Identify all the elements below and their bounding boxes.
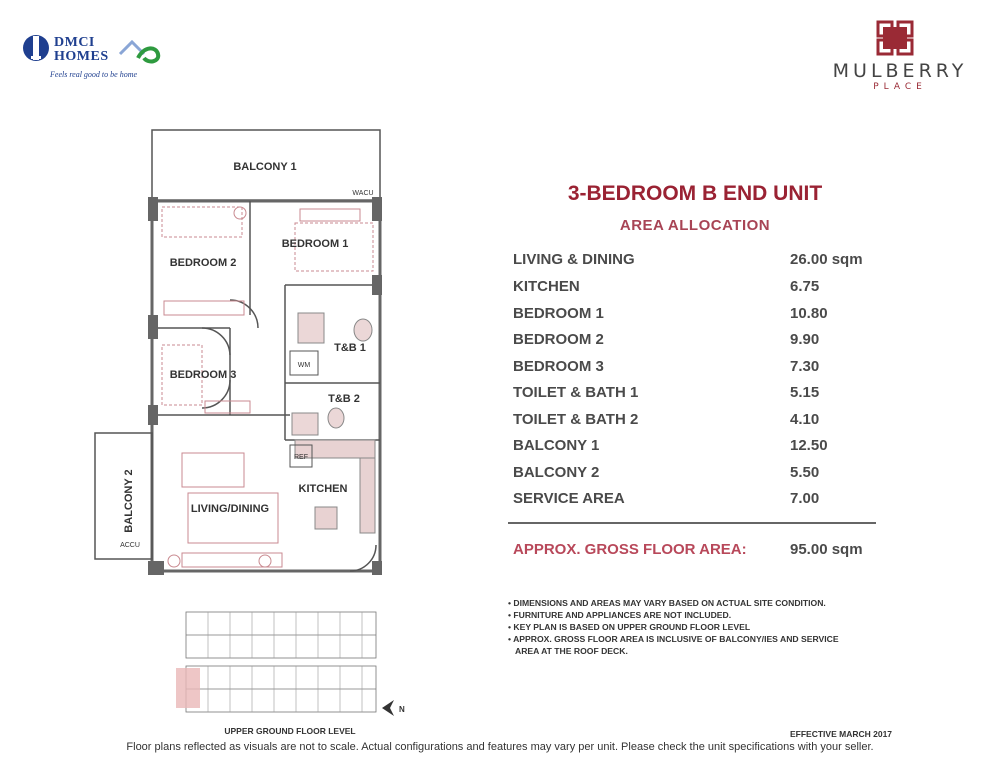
area-row: BEDROOM 2 9.90	[513, 331, 820, 348]
area-row: LIVING & DINING 26.00 sqm	[513, 251, 863, 268]
mulberry-emblem-icon	[876, 20, 916, 56]
effective-date: EFFECTIVE MARCH 2017	[790, 729, 893, 739]
gross-floor-area-value: 95.00 sqm	[790, 541, 863, 558]
sink-icon	[292, 413, 318, 435]
stove-icon	[315, 507, 337, 529]
notes	[508, 597, 888, 657]
accu-label: ACCU	[120, 542, 140, 549]
balcony-1-label: BALCONY 1	[233, 161, 297, 173]
project-subname: PLACE	[873, 82, 927, 92]
bedroom-2-label: BEDROOM 2	[169, 257, 237, 269]
bedroom-3-label: BEDROOM 3	[169, 369, 237, 381]
area-row: TOILET & BATH 2 4.10	[513, 411, 820, 428]
toilet-icon	[354, 319, 372, 341]
dmci-homes-logo	[22, 28, 162, 88]
area-allocation-heading: AREA ALLOCATION	[619, 217, 771, 234]
ref-label: REF	[294, 454, 308, 461]
note: • KEY PLAN IS BASED ON UPPER GROUND FLOOR LEVEL	[508, 622, 751, 632]
wm-label: WM	[297, 362, 311, 369]
dmci-wordmark: DMCI HOMES	[54, 35, 109, 64]
kitchen-label: KITCHEN	[298, 483, 348, 495]
tb1-label: T&B 1	[334, 342, 366, 354]
note: • FURNITURE AND APPLIANCES ARE NOT INCLUDED.	[508, 610, 732, 620]
area-row: BALCONY 1 12.50	[513, 437, 828, 454]
floor-plan	[90, 125, 400, 585]
key-plan-label: UPPER GROUND FLOOR LEVEL	[224, 726, 356, 736]
tb2-label: T&B 2	[328, 393, 360, 405]
disclaimer-footer: Floor plans reflected as visuals are not to scale. Actual configurations and features may vary per unit. Please check the unit specifications with your seller.	[126, 741, 874, 753]
toilet-icon	[328, 408, 344, 428]
note: • DIMENSIONS AND AREAS MAY VARY BASED ON ACTUAL SITE CONDITION.	[508, 598, 826, 608]
area-row: BALCONY 2 5.50	[513, 464, 820, 481]
balcony-2-label: BALCONY 2	[123, 469, 135, 533]
gross-floor-area-label: APPROX. GROSS FLOOR AREA:	[513, 541, 747, 558]
note: AREA AT THE ROOF DECK.	[515, 646, 628, 656]
sink-icon	[298, 313, 324, 343]
area-row: BEDROOM 1 10.80	[513, 305, 828, 322]
house-logo-icon	[118, 36, 162, 66]
divider	[508, 522, 876, 524]
svg-text:N: N	[399, 705, 405, 714]
living-dining-label: LIVING/DINING	[190, 503, 270, 515]
dmci-tagline: Feels real good to be home	[50, 70, 138, 79]
area-row: BEDROOM 3 7.30	[513, 358, 820, 375]
area-row: KITCHEN 6.75	[513, 278, 820, 295]
area-row: TOILET & BATH 1 5.15	[513, 384, 820, 401]
project-name: MULBERRY	[832, 60, 968, 82]
unit-title: 3-BEDROOM B END UNIT	[567, 182, 823, 205]
bedroom-1-label: BEDROOM 1	[281, 238, 349, 250]
dmci-emblem-icon	[22, 30, 56, 66]
note: • APPROX. GROSS FLOOR AREA IS INCLUSIVE OF BALCONY/IES AND SERVICE	[508, 634, 839, 644]
wacu-label: WACU	[352, 190, 374, 197]
north-arrow-icon	[380, 698, 410, 718]
highlighted-unit	[176, 668, 200, 708]
area-row: SERVICE AREA 7.00	[513, 490, 820, 507]
key-plan	[168, 608, 388, 724]
